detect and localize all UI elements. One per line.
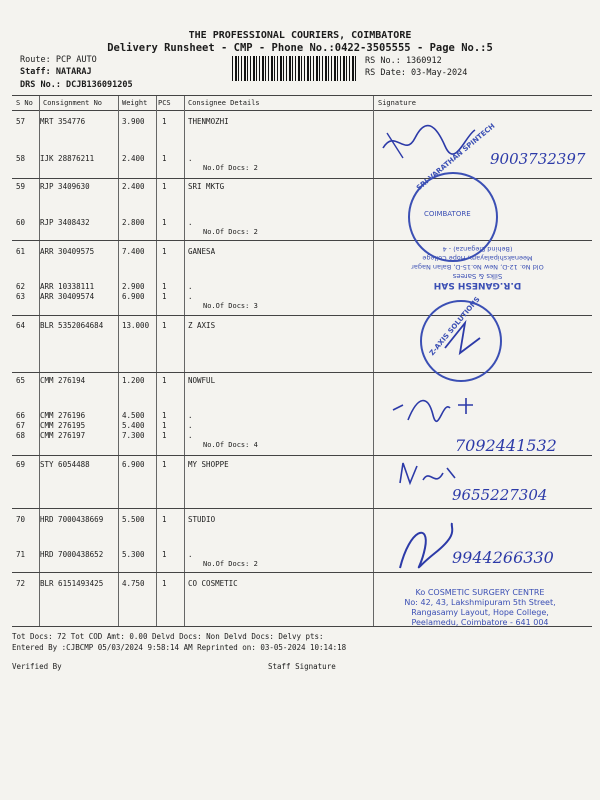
row-consignee: GANESA [188, 247, 216, 256]
z-axis-signature [440, 318, 485, 358]
row-consignee: . [188, 421, 193, 430]
row-consignee: . [188, 431, 193, 440]
group-separator [12, 240, 592, 241]
row-serial-number: 60 [16, 218, 26, 227]
row-consignment-number: BLR 6151493425 [40, 579, 104, 588]
row-consignee: MY SHOPPE [188, 460, 229, 469]
col-header-consignee: Consignee Details [188, 99, 260, 107]
stamp-text: Silks & Sarees [452, 272, 503, 280]
row-pieces: 1 [162, 421, 167, 430]
row-serial-number: 69 [16, 460, 26, 469]
row-weight: 2.400 [122, 182, 145, 191]
row-consignee: NOWFUL [188, 376, 216, 385]
column-divider [373, 96, 374, 626]
rs-date: RS Date: 03-May-2024 [365, 68, 468, 78]
row-consignee: . [188, 411, 193, 420]
group-separator [12, 315, 592, 316]
row-weight: 2.800 [122, 218, 145, 227]
drs-label: DRS No.: DCJB136091205 [20, 80, 133, 90]
column-divider [118, 96, 119, 626]
row-serial-number: 62 [16, 282, 26, 291]
row-consignment-number: HRD 7000438669 [40, 515, 104, 524]
row-serial-number: 65 [16, 376, 26, 385]
row-pieces: 1 [162, 460, 167, 469]
row-pieces: 1 [162, 321, 167, 330]
row-consignment-number: ARR 30409574 [40, 292, 95, 301]
row-weight: 7.400 [122, 247, 145, 256]
row-serial-number: 72 [16, 579, 26, 588]
row-consignment-number: ARR 10338111 [40, 282, 95, 291]
row-consignment-number: CMM 276194 [40, 376, 86, 385]
row-serial-number: 63 [16, 292, 26, 301]
stamp-text: No: 42, 43, Lakshmipuram 5th Street, [404, 598, 556, 607]
row-consignee: . [188, 550, 193, 559]
row-consignment-number: CMM 276197 [40, 431, 86, 440]
row-doc-count: No.Of Docs: 4 [203, 441, 258, 449]
staff-label: Staff: NATARAJ [20, 67, 92, 77]
handwritten-phone: 9655227304 [452, 486, 548, 504]
stamp-text: SRI VARATHAN SPINTECH [415, 121, 497, 193]
row-pieces: 1 [162, 117, 167, 126]
row-weight: 3.900 [122, 117, 145, 126]
row-serial-number: 61 [16, 247, 26, 256]
row-consignment-number: BLR 5352064684 [40, 321, 104, 330]
col-header-pcs: PCS [158, 99, 171, 107]
handwritten-phone: 9944266330 [452, 548, 554, 567]
row-weight: 2.400 [122, 154, 145, 163]
col-header-consignment: Consignment No [43, 99, 103, 107]
staff-signature-label: Staff Signature [268, 662, 336, 671]
stamp-text: Peelamedu, Coimbatore - 641 004 [411, 618, 549, 627]
ganesh-sah-stamp [385, 244, 570, 289]
row-weight: 1.200 [122, 376, 145, 385]
row-weight: 2.900 [122, 282, 145, 291]
column-divider [156, 96, 157, 626]
row-serial-number: 67 [16, 421, 26, 430]
stamp-text: D.R.GANESH SAH [433, 280, 522, 290]
row-consignee: STUDIO [188, 515, 216, 524]
row-serial-number: 66 [16, 411, 26, 420]
row-consignee: THENMOZHI [188, 117, 229, 126]
row-weight: 7.300 [122, 431, 145, 440]
signature-nowful [388, 390, 483, 430]
row-pieces: 1 [162, 411, 167, 420]
runsheet-title: THE PROFESSIONAL COURIERS, COIMBATORE [188, 30, 412, 41]
group-separator [12, 178, 592, 179]
row-consignment-number: STY 6054488 [40, 460, 90, 469]
column-divider [39, 96, 40, 626]
row-consignee: . [188, 282, 193, 291]
row-pieces: 1 [162, 292, 167, 301]
row-doc-count: No.Of Docs: 2 [203, 560, 258, 568]
row-serial-number: 59 [16, 182, 26, 191]
stamp-text: COIMBATORE [424, 210, 471, 218]
row-weight: 6.900 [122, 460, 145, 469]
row-consignee: CO COSMETIC [188, 579, 238, 588]
row-serial-number: 64 [16, 321, 26, 330]
row-doc-count: No.Of Docs: 2 [203, 164, 258, 172]
col-header-weight: Weight [122, 99, 148, 107]
stamp-text: Meenakshipalayam, Hope College [422, 254, 533, 262]
row-pieces: 1 [162, 182, 167, 191]
cosmetic-centre-stamp [375, 588, 585, 628]
row-consignment-number: RJP 3409630 [40, 182, 90, 191]
row-serial-number: 71 [16, 550, 26, 559]
row-serial-number: 70 [16, 515, 26, 524]
handwritten-phone: 7092441532 [455, 436, 557, 455]
row-consignment-number: MRT 354776 [40, 117, 86, 126]
col-header-signature: Signature [378, 99, 416, 107]
row-weight: 5.400 [122, 421, 145, 430]
rs-number: RS No.: 1360912 [365, 56, 442, 66]
row-consignee: . [188, 218, 193, 227]
column-divider [184, 96, 185, 626]
stamp-text: (Behind Eleganza) - 4 [442, 245, 513, 253]
entered-by-line: Entered By :CJBCMP 05/03/2024 9:58:14 AM Reprinted on: 03-05-2024 10:14:18 [12, 643, 347, 652]
stamp-text: Old No. 12-D, New No.15-D, Balan Nagar [411, 263, 544, 271]
row-weight: 5.500 [122, 515, 145, 524]
row-doc-count: No.Of Docs: 2 [203, 228, 258, 236]
group-separator [12, 572, 592, 573]
row-doc-count: No.Of Docs: 3 [203, 302, 258, 310]
stamp-text: Rangasamy Layout, Hope College, [411, 608, 549, 617]
group-separator [12, 455, 592, 456]
row-consignee: Z AXIS [188, 321, 216, 330]
group-separator [12, 508, 592, 509]
group-separator [12, 372, 592, 373]
runsheet-subtitle: Delivery Runsheet - CMP - Phone No.:0422-3505555 - Page No.:5 [107, 42, 493, 54]
route-label: Route: PCP AUTO [20, 55, 97, 65]
col-header-sno: S No [16, 99, 33, 107]
row-consignment-number: IJK 28876211 [40, 154, 95, 163]
row-consignment-number: HRD 7000438652 [40, 550, 104, 559]
stamp-text: Z-AXIS SOLUTIONS [428, 295, 482, 358]
row-consignee: . [188, 154, 193, 163]
row-pieces: 1 [162, 282, 167, 291]
row-pieces: 1 [162, 376, 167, 385]
row-pieces: 1 [162, 579, 167, 588]
stamp-text: Ko COSMETIC SURGERY CENTRE [415, 588, 545, 597]
row-serial-number: 58 [16, 154, 26, 163]
row-pieces: 1 [162, 515, 167, 524]
row-serial-number: 68 [16, 431, 26, 440]
row-weight: 13.000 [122, 321, 150, 330]
row-pieces: 1 [162, 154, 167, 163]
row-pieces: 1 [162, 431, 167, 440]
row-pieces: 1 [162, 247, 167, 256]
row-consignment-number: RJP 3408432 [40, 218, 90, 227]
row-consignment-number: ARR 30409575 [40, 247, 95, 256]
row-serial-number: 57 [16, 117, 26, 126]
signature-studio [390, 518, 460, 573]
totals-line: Tot Docs: 72 Tot COD Amt: 0.00 Delvd Docs: Non Delvd Docs: Delvy pts: [12, 632, 324, 641]
row-pieces: 1 [162, 218, 167, 227]
row-weight: 4.500 [122, 411, 145, 420]
verified-by-label: Verified By [12, 662, 62, 671]
row-consignee: . [188, 292, 193, 301]
row-weight: 5.300 [122, 550, 145, 559]
row-pieces: 1 [162, 550, 167, 559]
row-weight: 6.900 [122, 292, 145, 301]
table-top-border [12, 95, 592, 96]
row-consignment-number: CMM 276195 [40, 421, 86, 430]
row-consignee: SRI MKTG [188, 182, 225, 191]
table-header-border [12, 110, 592, 111]
barcode [232, 56, 357, 81]
handwritten-phone: 9003732397 [490, 150, 586, 168]
row-weight: 4.750 [122, 579, 145, 588]
row-consignment-number: CMM 276196 [40, 411, 86, 420]
